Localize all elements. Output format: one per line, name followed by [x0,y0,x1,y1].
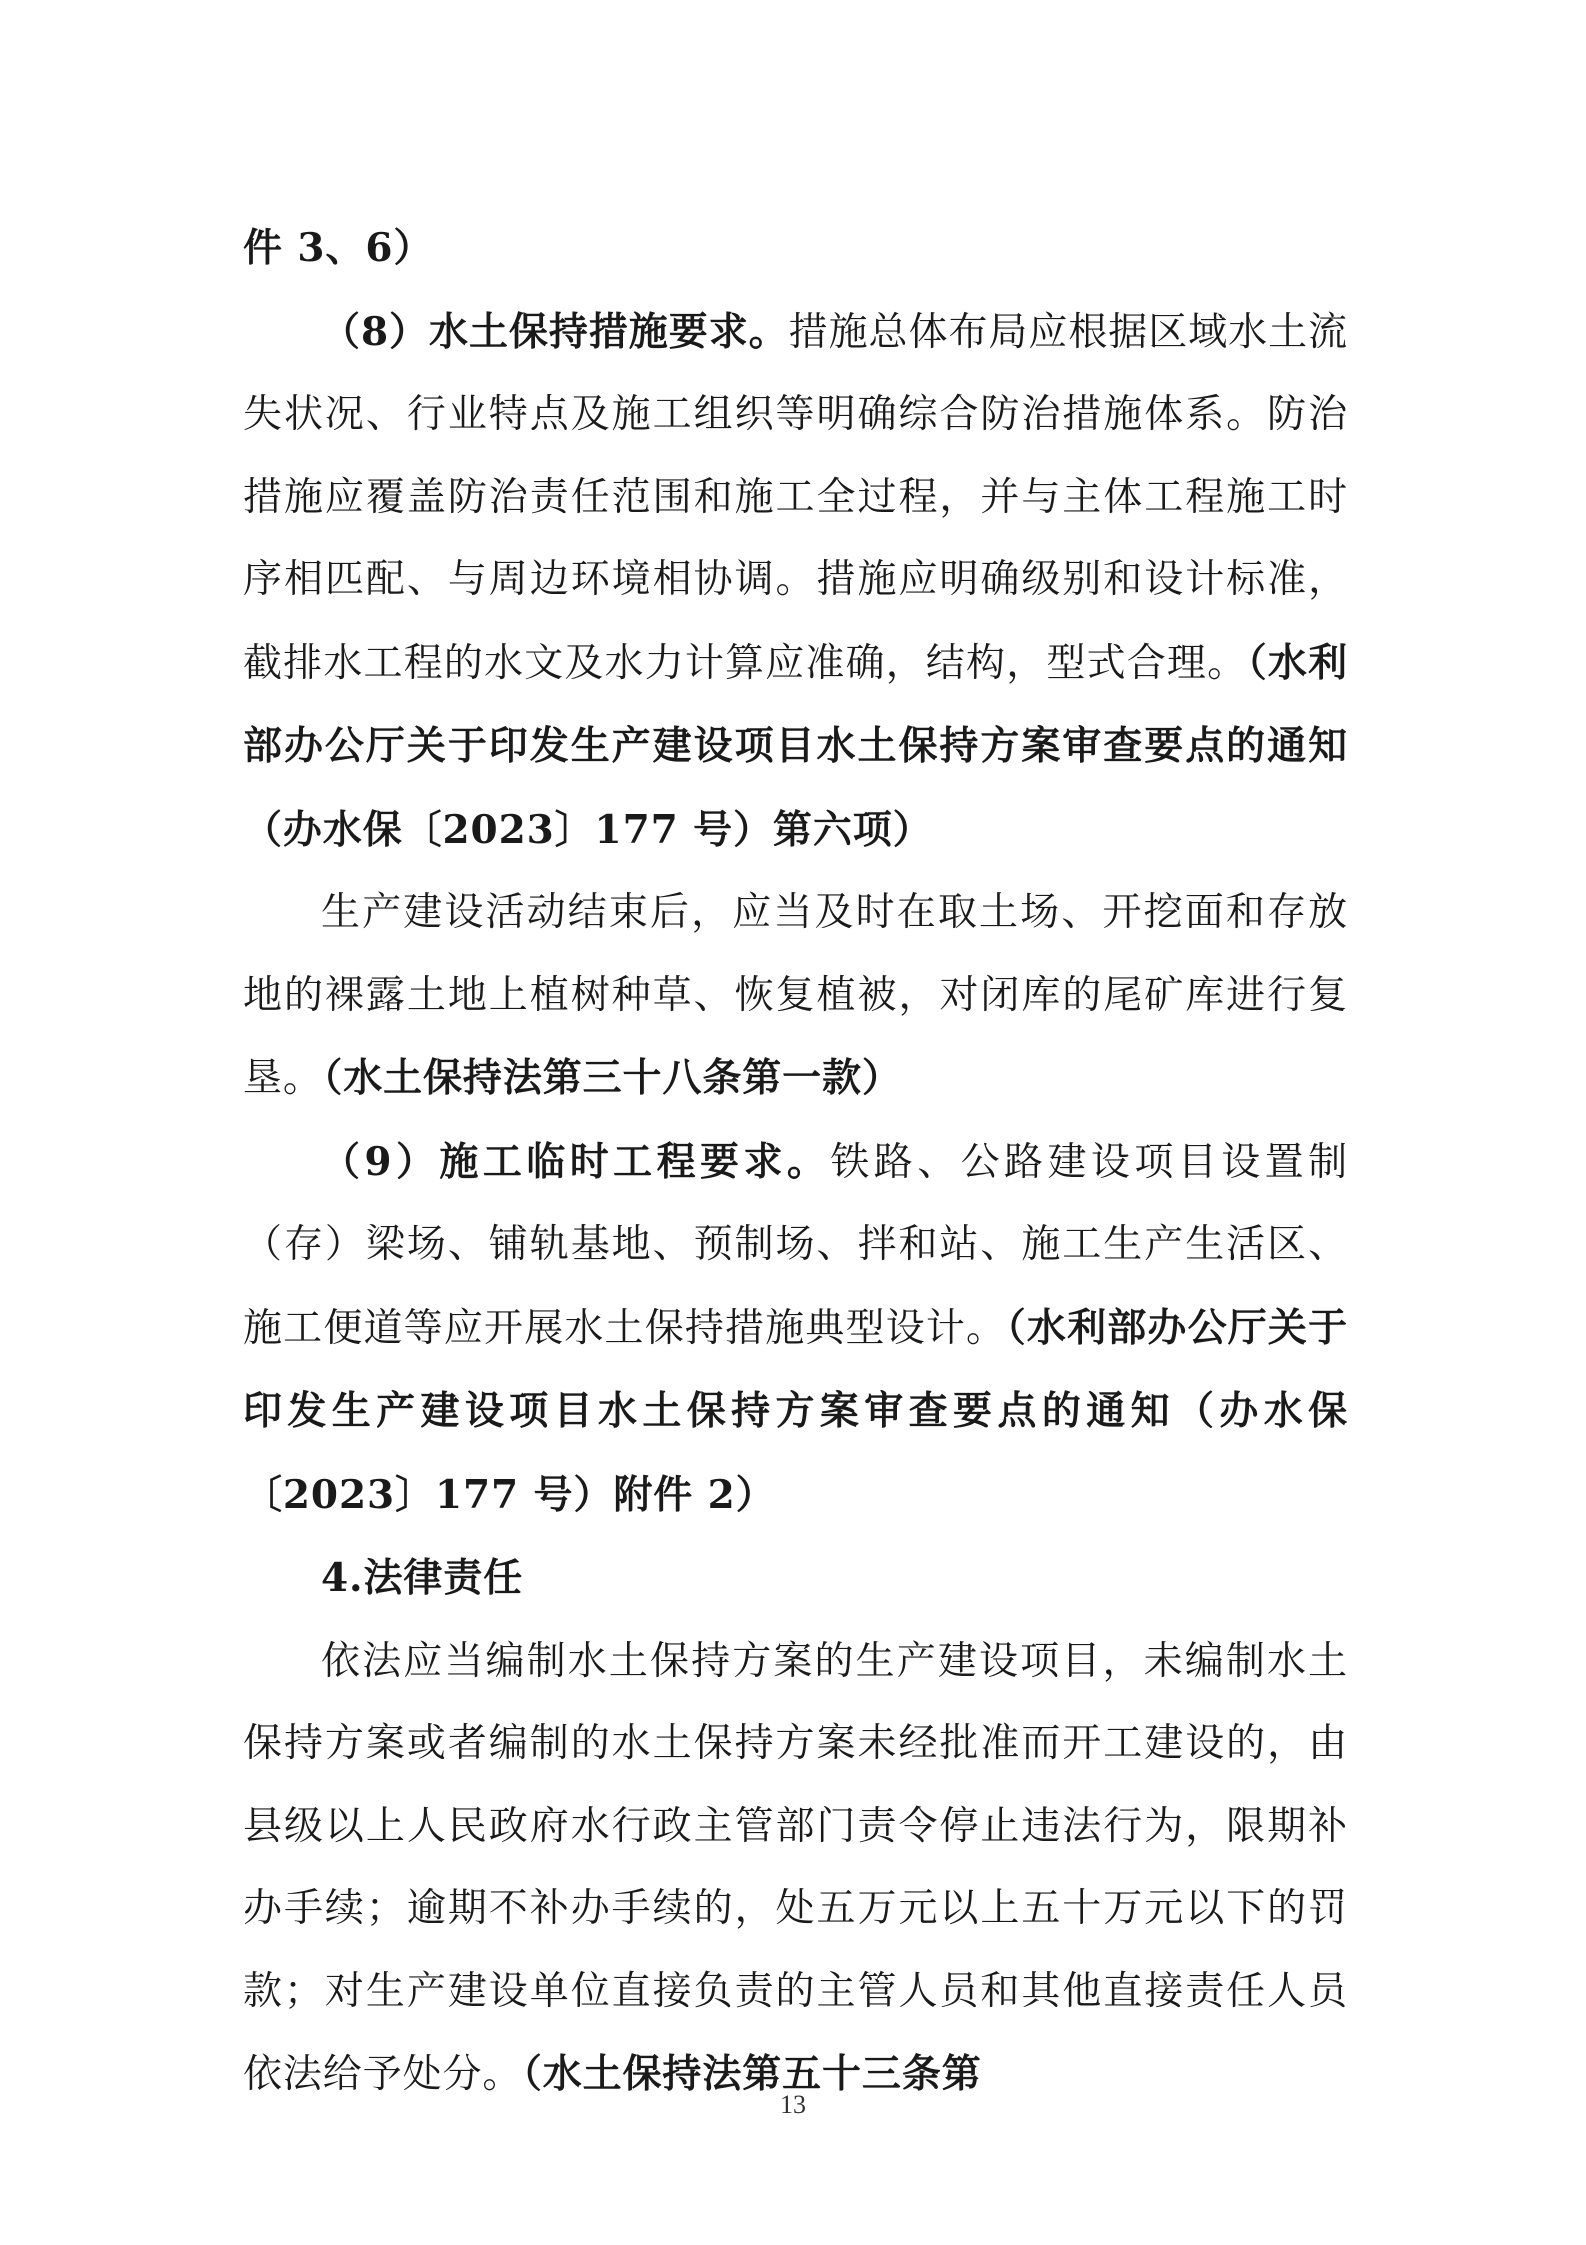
bold-text-segment: （水利部办公厅关于印发生产建设项目水土保持方案审查要点的通知（办水保〔2023〕177 号）第六项） [243,639,1348,853]
text-segment: 依法应当编制水土保持方案的生产建设项目，未编制水土保持方案或者编制的水土保持方案未经批准而开工建设的，由县级以上人民政府水行政主管部门责令停止违法行为，限期补办手续；逾期不补办手续的，处五万元以上五十万元以下的罚款；对生产建设单位直接负责的主管人员和其他直接责任人员依法给予处分。 [243,1638,1348,2097]
bold-text-segment: （8）水土保持措施要求。 [321,308,789,355]
bold-text-segment: 4.法律责任 [321,1555,524,1601]
paragraph [243,207,1348,291]
paragraph [243,1621,1348,2117]
paragraph [243,1121,1348,1538]
text-segment: 措施总体布局应根据区域水土流失状况、行业特点及施工组织等明确综合防治措施体系。防治措施应覆盖防治责任范围和施工全过程，并与主体工程施工时序相匹配、与周边环境相协调。措施应明确级别和设计标准，截排水工程的水文及水力计算应准确，结构，型式合理。 [243,309,1348,686]
bold-text-segment: （9）施工临时工程要求。 [321,1138,831,1185]
bold-text-segment: （水土保持法第五十三条第 [522,2051,982,2097]
text-segment: 生产建设活动结束后，应当及时在取土场、开挖面和存放地的裸露土地上植树种草、恢复植被，对闭库的尾矿库进行复垦。 [243,890,1348,1101]
bold-text-segment: 件 3、6） [243,225,434,271]
text-segment: 铁路、公路建设项目设置制（存）梁场、铺轨基地、预制场、拌和站、施工生产生活区、施工便道等应开展水土保持措施典型设计。 [243,1139,1348,1351]
page-number: 13 [780,2090,806,2119]
paragraph [243,872,1348,1121]
bold-text-segment: （水土保持法第三十八条第一款） [322,1055,902,1101]
body-text [243,207,1348,2117]
bold-text-segment: （水利部办公厅关于印发生产建设项目水土保持方案审查要点的通知（办水保〔2023〕177 号）附件 2） [243,1304,1348,1518]
paragraph [243,291,1348,873]
paragraph [243,1537,1348,1621]
